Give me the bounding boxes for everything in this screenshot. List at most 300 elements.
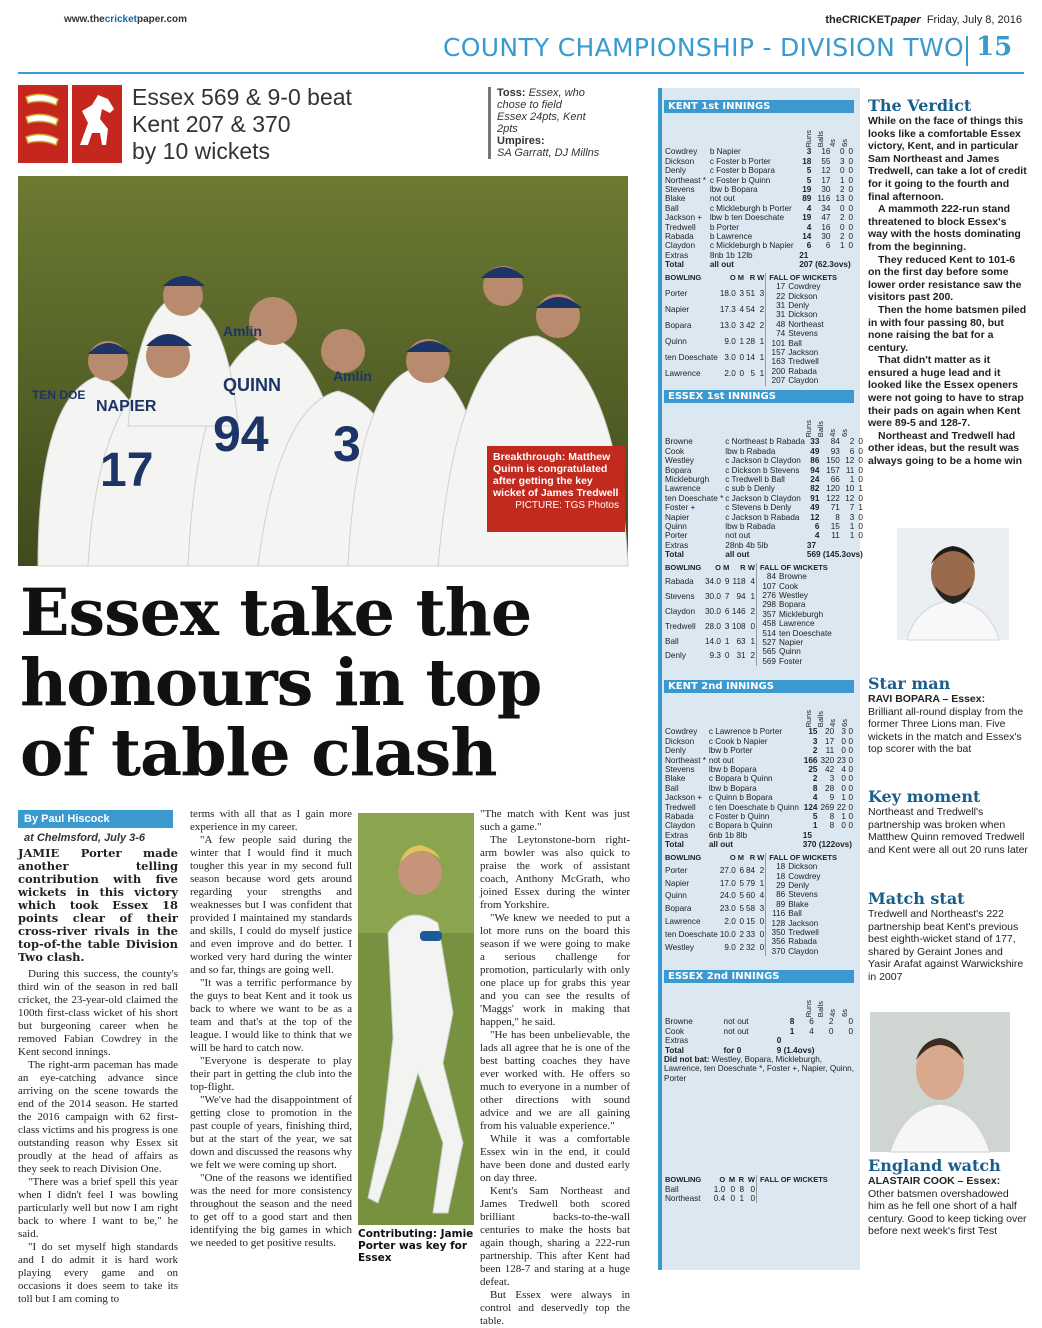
batting-cell: 6 xyxy=(814,522,820,532)
batting-cell: 15 xyxy=(830,522,840,532)
batting-row xyxy=(664,447,864,456)
fow-batsman: Ball xyxy=(788,909,802,919)
bowler-name: Napier xyxy=(665,304,690,314)
fow-score: 48 xyxy=(776,319,786,329)
column-header: 6s xyxy=(840,429,849,438)
bowler-name: Stevens xyxy=(665,592,695,602)
batting-cell: 0 xyxy=(848,1017,853,1027)
fow-batsman: Dickson xyxy=(788,291,818,301)
innings-title: ESSEX 2nd INNINGS xyxy=(664,970,854,983)
batting-cell: 16 xyxy=(821,222,831,232)
batting-cell: 0 xyxy=(848,166,853,176)
bowling-row xyxy=(664,577,756,592)
batting-cell: 0 xyxy=(848,213,853,223)
batting-cell: 14 xyxy=(802,232,812,242)
batting-cell: 4 xyxy=(812,793,818,803)
batting-row xyxy=(664,746,854,755)
batting-cell: 0 xyxy=(840,166,845,176)
batting-cell: b Napier xyxy=(709,147,741,157)
bowling-cell: 1 xyxy=(739,1194,744,1204)
fow-batsman: Westley xyxy=(779,590,808,600)
bowling-header-cell: M xyxy=(737,272,744,282)
scorecard-essex-1st-innings xyxy=(664,390,863,666)
bowling-section xyxy=(664,273,854,386)
value-cell: 569 (145.3ovs) xyxy=(806,550,863,560)
value-cell: 15 xyxy=(802,830,812,840)
batting-cell: 8 xyxy=(812,783,818,793)
batting-cell: 13 xyxy=(835,194,845,204)
batting-row xyxy=(664,737,854,746)
batting-cell: lbw b Porter xyxy=(708,746,753,756)
photo-caption: Breakthrough: Matthew Quinn is congratulated after getting the key wicket of James Tredwell PICTURE: TGS Photos xyxy=(487,446,625,532)
extras-row xyxy=(664,251,854,260)
detail-cell: 6nb 1b 8lb xyxy=(708,830,748,840)
batting-cell: 33 xyxy=(810,437,820,447)
bowling-cell: 9.3 xyxy=(709,651,721,661)
bowling-cell: 58 xyxy=(746,904,756,914)
batting-cell: 1 xyxy=(840,241,845,251)
batting-cell: 17 xyxy=(825,736,835,746)
fow-row xyxy=(769,339,854,348)
batting-cell: b Porter xyxy=(709,222,739,232)
fow-row xyxy=(760,629,852,638)
batting-cell: 157 xyxy=(826,465,840,475)
fow-row xyxy=(769,909,854,918)
column-header: Runs xyxy=(804,999,813,1018)
batsman-name: Jackson + xyxy=(665,213,703,223)
fow-header: FALL OF WICKETS xyxy=(769,852,837,862)
bowling-header-cell: W xyxy=(757,852,765,862)
bowling-header-cell: O xyxy=(715,562,721,572)
batting-cell: 0 xyxy=(858,522,863,532)
batting-cell: 1 xyxy=(840,175,845,185)
fall-of-wickets xyxy=(765,273,854,386)
bowling-header-cell: W xyxy=(747,1175,755,1185)
batsman-name: Dickson xyxy=(665,156,695,166)
sponsor-logo-2: Amlin xyxy=(223,323,262,339)
fow-score: 514 xyxy=(762,628,776,638)
batting-cell: c Foster b Porter xyxy=(709,156,771,166)
bowling-row xyxy=(664,917,765,930)
batting-cell: 1 xyxy=(849,531,855,541)
batting-cell: 4 xyxy=(806,203,812,213)
innings-title: KENT 1st INNINGS xyxy=(664,100,854,113)
fow-score: 86 xyxy=(776,890,786,900)
fow-header: FALL OF WICKETS xyxy=(760,1175,828,1185)
fow-row xyxy=(769,301,854,310)
bowler-name: Napier xyxy=(665,878,690,888)
bowling-cell: 1.0 xyxy=(713,1184,726,1194)
batting-cell: 5 xyxy=(806,175,812,185)
batting-cell: 6 xyxy=(806,241,812,251)
batting-cell: 47 xyxy=(821,213,831,223)
divider xyxy=(966,36,968,66)
key-moment-title: Key moment xyxy=(868,787,981,806)
match-result: Essex 569 & 9-0 beat Kent 207 & 370 by 10 wickets xyxy=(132,84,352,164)
bowling-cell: 6 xyxy=(739,865,744,875)
fow-row xyxy=(769,872,854,881)
column-header: Balls xyxy=(816,711,825,728)
batting-row xyxy=(664,466,864,475)
batting-cell: 91 xyxy=(810,493,820,503)
batsman-name: Cook xyxy=(665,1026,685,1036)
bowling-header-cell: M xyxy=(737,852,744,862)
bowling-header-cell: R xyxy=(740,562,746,572)
column-headers xyxy=(664,693,854,727)
column-header: 4s xyxy=(828,1009,837,1018)
column-header: 6s xyxy=(840,719,849,728)
fow-batsman: Dickson xyxy=(788,862,818,872)
site-url[interactable]: www.thecricketpaper.com xyxy=(64,14,188,25)
batsman-name: Quinn xyxy=(665,522,687,532)
batting-cell: 11 xyxy=(845,465,855,475)
column-header: Runs xyxy=(804,709,813,728)
batting-cell: 49 xyxy=(810,446,820,456)
detail-cell: all out xyxy=(709,260,734,270)
bowling-header xyxy=(664,853,765,866)
batting-cell: 3 xyxy=(840,156,845,166)
bowling-row xyxy=(664,1185,756,1194)
fow-batsman: Claydon xyxy=(788,376,819,386)
fow-batsman: Quinn xyxy=(779,647,801,657)
verdict-title: The Verdict xyxy=(868,96,972,115)
batting-row xyxy=(664,213,854,222)
batsman-name: Blake xyxy=(665,774,686,784)
bowler-name: Claydon xyxy=(665,607,696,617)
batting-cell: lbw b ten Doeschate xyxy=(709,213,784,223)
bowling-section xyxy=(664,563,854,666)
batting-row xyxy=(664,1027,854,1036)
batting-cell: 2 xyxy=(849,437,855,447)
bowling-cell: 1 xyxy=(759,878,765,888)
batting-cell: 0 xyxy=(848,802,853,812)
column-header: Balls xyxy=(816,131,825,148)
fow-row xyxy=(769,919,854,928)
fow-row xyxy=(769,881,854,890)
bowling-cell: 1 xyxy=(750,636,755,646)
batting-cell: 0 xyxy=(848,821,853,831)
detail-cell: all out xyxy=(725,550,750,560)
story-column-1: JAMIE Porter made another telling contribution with five wickets in this victory which took Essex 18 points clear of their cross-river rivals in the top-of-the table Division Two clash. During this success, the county's third win of the season in red ball cricket, the 23-year-old claimed the 100th first-class wicket of his short but burgeoning career when he removed Fabian Cowdrey in the Kent second innings. The right-arm paceman has made an eye-catching advance since arriving on the scene towards the end of the 2014 season. He started the 2016 campaign with 62 first-class victims and his progress is one outstanding reason why Essex sit proudly at the head of affairs as they seek to reach Division One. "There was a brief spell this year when I didn't feel I was bowling particularly well but now I am right back to where I want to be," he said. "I do set myself high standards and I do admit it is hard work playing every game and on occasions it does seem to take its toll but I am coming to xyxy=(18,846,178,1305)
bowling-row xyxy=(664,943,765,956)
fall-of-wickets xyxy=(756,1175,852,1203)
batting-cell: 0 xyxy=(848,1026,853,1036)
bowling-row xyxy=(664,879,765,892)
batting-cell: 150 xyxy=(826,456,840,466)
fow-row xyxy=(769,282,854,291)
bowling-cell: 30.0 xyxy=(704,592,721,602)
bowling-cell: 3 xyxy=(724,621,730,631)
fow-row xyxy=(760,638,852,647)
fow-score: 116 xyxy=(772,909,786,919)
batting-cell: lbw b Rabada xyxy=(725,522,776,532)
batting-cell: 0 xyxy=(858,512,863,522)
batting-row xyxy=(664,513,864,522)
batting-cell: 4 xyxy=(809,1026,814,1036)
fow-batsman: Jackson xyxy=(788,918,819,928)
fow-score: 128 xyxy=(771,918,786,928)
column-headers xyxy=(664,403,854,437)
bowling-row xyxy=(664,651,756,666)
batting-row xyxy=(664,1017,854,1026)
batsman-name: Browne xyxy=(665,1017,693,1027)
bowling-header-cell: M xyxy=(723,562,730,572)
batting-row xyxy=(664,522,864,531)
label-cell: Extras xyxy=(665,540,689,550)
bowling-cell: 51 xyxy=(746,288,756,298)
fow-batsman: Jackson xyxy=(788,347,819,357)
total-row xyxy=(664,840,854,849)
batting-cell: 2 xyxy=(840,232,845,242)
batting-cell: 0 xyxy=(848,156,853,166)
bowling-cell: 1 xyxy=(750,592,755,602)
batting-cell: not out xyxy=(725,531,751,541)
bowling-header xyxy=(664,273,765,289)
batting-cell: 24 xyxy=(810,475,820,485)
bowling-cell: 9.0 xyxy=(724,337,736,347)
bowling-row xyxy=(664,353,765,369)
batting-cell: 0 xyxy=(848,185,853,195)
fow-row xyxy=(769,292,854,301)
bowling-cell: 1 xyxy=(759,353,765,363)
bowler-name: Denly xyxy=(665,651,686,661)
fow-batsman: Napier xyxy=(779,637,804,647)
batting-cell: 0 xyxy=(840,203,845,213)
bowling-cell: 0 xyxy=(759,930,765,940)
bowling-row xyxy=(664,930,765,943)
fow-row xyxy=(769,937,854,946)
batting-cell: 42 xyxy=(825,765,835,775)
fow-batsman: Dickson xyxy=(788,310,818,320)
fow-batsman: Ball xyxy=(788,338,802,348)
batsman-name: Denly xyxy=(665,746,686,756)
fow-row xyxy=(769,348,854,357)
batting-cell: 17 xyxy=(821,175,831,185)
bowling-cell: 42 xyxy=(746,321,756,331)
batting-cell: 0 xyxy=(848,175,853,185)
england-watch-title: England watch xyxy=(868,1156,1001,1175)
bowling-cell: 3 xyxy=(759,904,765,914)
batting-cell: 0 xyxy=(848,203,853,213)
detail-cell: 28nb 4b 5lb xyxy=(725,540,769,550)
photo-credit: PICTURE: TGS Photos xyxy=(515,500,619,511)
label-cell: Extras xyxy=(665,830,689,840)
innings-title: KENT 2nd INNINGS xyxy=(664,680,854,693)
bowling-cell: 27.0 xyxy=(719,865,736,875)
value-cell: 9 (1.4ovs) xyxy=(776,1045,815,1055)
column-header: 4s xyxy=(828,139,837,148)
scorecard-essex-2nd-innings xyxy=(664,970,854,1203)
batting-cell: 1 xyxy=(789,1026,795,1036)
fow-batsman: Northeast xyxy=(788,319,824,329)
star-man-title: Star man xyxy=(868,674,951,693)
bowling-cell: 2.0 xyxy=(724,917,736,927)
batting-row xyxy=(664,232,854,241)
batting-row xyxy=(664,784,854,793)
batting-cell: c Tredwell b Ball xyxy=(725,475,785,485)
batting-cell: 116 xyxy=(817,194,831,204)
batsman-name: Tredwell xyxy=(665,802,696,812)
toss-info: Toss: Essex, who chose to field Essex 24pts, Kent 2pts Umpires: SA Garratt, DJ Millns xyxy=(488,87,608,159)
batting-cell: 8 xyxy=(829,812,835,822)
bowling-header-cell: BOWLING xyxy=(665,852,702,862)
fow-score: 18 xyxy=(776,871,786,881)
batting-cell: 30 xyxy=(821,185,831,195)
batting-cell: 0 xyxy=(858,456,863,466)
detail-cell: for 0 xyxy=(723,1045,742,1055)
batting-cell: 0 xyxy=(848,812,853,822)
batting-cell: 11 xyxy=(825,746,835,756)
batting-cell: 0 xyxy=(848,783,853,793)
bowling-header-cell: R xyxy=(749,272,756,282)
batting-row xyxy=(664,176,854,185)
batsman-name: Browne xyxy=(665,437,693,447)
fow-batsman: Rabada xyxy=(788,937,817,947)
bowling-row xyxy=(664,622,756,637)
fow-row xyxy=(760,600,852,609)
bowling-cell: 60 xyxy=(746,891,756,901)
batting-cell: 2 xyxy=(828,1017,834,1027)
batting-cell: c Northeast b Rabada xyxy=(725,437,805,447)
bowling-header-cell: W xyxy=(757,272,765,282)
bowling-cell: 32 xyxy=(746,943,756,953)
shirt-number-94: 94 xyxy=(213,406,269,462)
fow-row xyxy=(769,357,854,366)
batting-cell: 94 xyxy=(810,465,820,475)
batsman-name: Rabada xyxy=(665,812,694,822)
batting-cell: 166 xyxy=(803,755,818,765)
fow-row xyxy=(760,657,852,666)
bowling-cell: 3.0 xyxy=(724,353,736,363)
bowler-name: ten Doeschate xyxy=(665,353,718,363)
headline: Essex take the honours in top of table clash xyxy=(20,575,542,791)
batting-cell: 0 xyxy=(841,736,846,746)
batting-cell: 7 xyxy=(849,503,855,513)
bowling-cell: 146 xyxy=(731,607,746,617)
fow-batsman: Blake xyxy=(788,899,809,909)
total-row xyxy=(664,550,864,559)
batting-cell: not out xyxy=(708,755,734,765)
sponsor-logo: Amlin xyxy=(333,368,372,384)
batting-cell: 55 xyxy=(821,156,831,166)
batting-row xyxy=(664,166,854,175)
batting-cell: 0 xyxy=(848,727,853,737)
fow-score: 357 xyxy=(762,609,776,619)
shirt-number-17: 17 xyxy=(100,444,154,497)
bowling-table xyxy=(664,1175,756,1203)
batting-row xyxy=(664,756,854,765)
batting-cell: 3 xyxy=(841,727,846,737)
fow-batsman: Foster xyxy=(779,656,803,666)
fow-score: 458 xyxy=(762,619,776,629)
fow-score: 200 xyxy=(771,366,786,376)
bowling-cell: 6 xyxy=(724,607,730,617)
bowling-cell: 7 xyxy=(724,592,730,602)
bowling-cell: 17.3 xyxy=(719,304,736,314)
verdict-box xyxy=(868,96,1028,468)
batting-cell: 1 xyxy=(858,503,863,513)
batting-cell: c Mickleburgh b Porter xyxy=(709,203,792,213)
fow-score: 89 xyxy=(776,899,786,909)
batting-cell: 4 xyxy=(814,531,820,541)
batting-cell: 4 xyxy=(841,765,846,775)
batting-cell: 3 xyxy=(812,736,818,746)
fow-header: FALL OF WICKETS xyxy=(769,272,837,282)
bowling-row xyxy=(664,337,765,353)
bowling-table xyxy=(664,273,765,386)
batting-cell: 0 xyxy=(858,465,863,475)
did-not-bat-list: Westley, Bopara, Mickleburgh, Lawrence, ten Doeschate *, Foster +, Napier, Quinn, Porter xyxy=(664,1055,855,1083)
bopara-portrait xyxy=(897,528,1009,640)
batting-cell: 89 xyxy=(802,194,812,204)
fow-batsman: Stevens xyxy=(788,890,818,900)
batting-cell: c Jackson b Claydon xyxy=(725,493,801,503)
column-header: 6s xyxy=(840,1009,849,1018)
bowling-cell: 14 xyxy=(746,353,756,363)
fow-batsman: Tredwell xyxy=(788,927,819,937)
bowling-cell: 0 xyxy=(739,917,744,927)
batting-cell: 1 xyxy=(858,484,863,494)
header-rule xyxy=(18,72,1024,74)
batting-cell: 0 xyxy=(841,783,846,793)
batting-cell: 0 xyxy=(841,774,846,784)
batsman-name: Ball xyxy=(665,203,679,213)
bowling-header xyxy=(664,1175,756,1184)
bowling-cell: 2.0 xyxy=(724,369,736,379)
bowling-cell: 3 xyxy=(739,288,744,298)
batting-row xyxy=(664,765,854,774)
story-column-3: "The match with Kent was just such a game." The Leytonstone-born right-arm bowler was also quick to praise the work of assistant coach, Anthony McGrath, who joined Essex during the winter from Yorkshire. "We knew we needed to put a lot more runs on the board this season if we were going to make a serious challenge for promotion, particularly with only one place up for grabs this year and you can see the results of 'Maggs' work in making that happen," he said. "He has been unbelievable, the lads all agree that he is one of the best batting coaches they have ever worked with. He offers so much to everyone in a number of other directions with sound advice and we are all gaining from his valuable experience." While it was a comfortable Essex win in the end, it could have been done and dusted early on day three. Kent's Sam Northeast and James Tredwell both scored brilliant backs-to-the-wall centuries to make the hosts bat again though, sharing a 222-run partnership. This after Kent had been 128-7 and staring at a huge defeat. But Essex were always in control and deservedly top the table. xyxy=(480,808,630,1327)
batting-row xyxy=(664,727,854,736)
batting-cell: 1 xyxy=(841,812,846,822)
batting-table xyxy=(664,727,854,849)
bowling-cell: 33 xyxy=(746,930,756,940)
batting-row xyxy=(664,223,854,232)
batting-cell: 23 xyxy=(836,755,846,765)
batting-cell: 2 xyxy=(812,774,818,784)
batsman-name: Rabada xyxy=(665,232,694,242)
batting-cell: c Lawrence b Porter xyxy=(708,727,783,737)
batting-cell: 1 xyxy=(812,821,818,831)
batting-cell: 1 xyxy=(849,522,855,532)
fow-batsman: Denly xyxy=(788,880,810,890)
bowling-cell: 1 xyxy=(739,337,744,347)
batting-cell: 28 xyxy=(825,783,835,793)
column-header: Runs xyxy=(804,419,813,438)
bowler-name: Tredwell xyxy=(665,621,696,631)
fow-score: 163 xyxy=(771,357,786,367)
batting-row xyxy=(664,157,854,166)
batting-cell: 20 xyxy=(825,727,835,737)
verdict-text: While on the face of things this looks like a comfortable Essex victory, Kent, and in particular Sam Northeast and James Tredwell, can take a lot of credit for it going to the fourth and final afternoon. A mammoth 222-run stand threatened to block Essex's way with the hosts dominating from the beginning. They reduced Kent to 101-6 on the first day before some lower order resistance saw the visitors past 200. Then the home batsmen piled in with four passing 80, but none raising the bat for a century. That didn't matter as it ensured a huge lead and it looked like the Essex openers were not going to have to strap their pads on again when Kent were 89-5 and 128-7. Northeast and Tredwell had other ideas, but the result was always going to be a home win xyxy=(868,115,1027,468)
batting-cell: c Dickson b Stevens xyxy=(725,465,800,475)
label-cell: Total xyxy=(665,260,684,270)
bowler-name: Porter xyxy=(665,865,688,875)
batsman-name: Cowdrey xyxy=(665,727,698,737)
batting-cell: 0 xyxy=(841,821,846,831)
batting-cell: 19 xyxy=(802,213,812,223)
bowling-header-cell: M xyxy=(728,1175,736,1185)
bowling-cell: 0 xyxy=(730,1184,736,1194)
batsman-name: Cowdrey xyxy=(665,147,698,157)
fow-score: 29 xyxy=(776,880,786,890)
value-cell: 37 xyxy=(806,540,817,550)
bowling-cell: 0 xyxy=(724,651,730,661)
fow-score: 31 xyxy=(776,310,786,320)
batting-cell: 1 xyxy=(849,475,855,485)
bowling-cell: 2 xyxy=(739,943,744,953)
bowling-cell: 1 xyxy=(724,636,730,646)
